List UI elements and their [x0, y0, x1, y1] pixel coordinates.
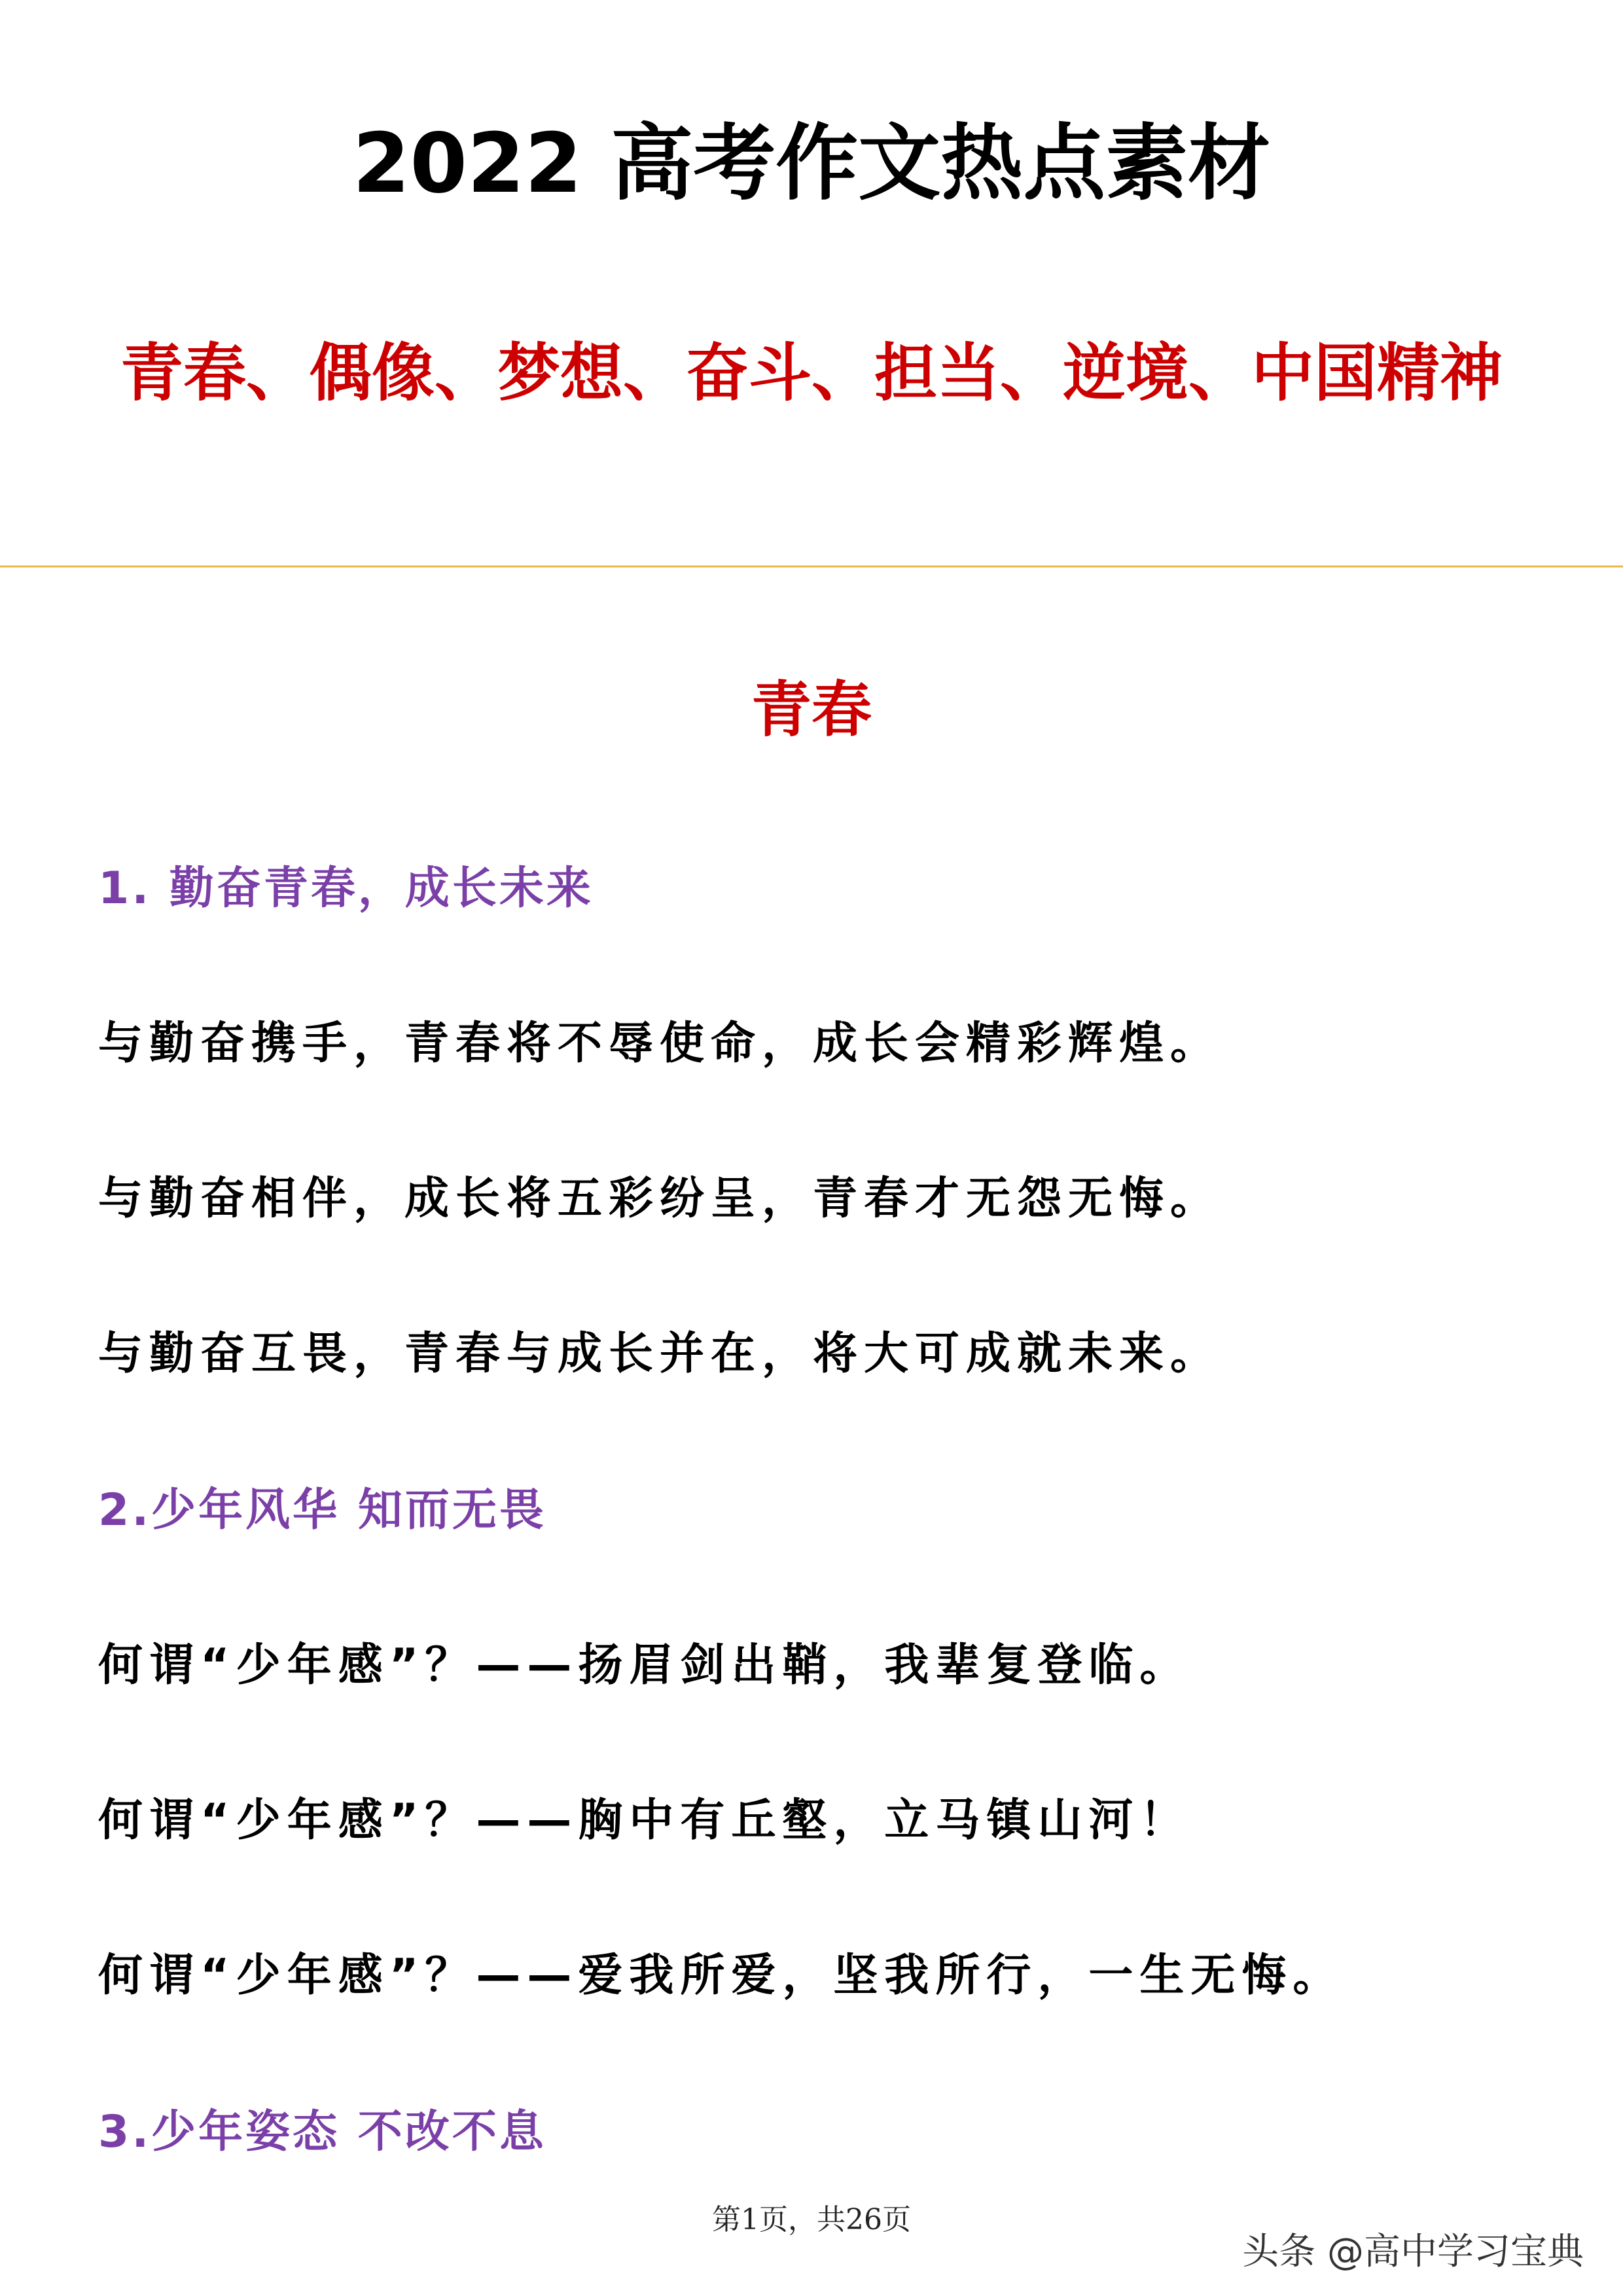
- item-heading-2: 2.少年风华 知而无畏: [98, 1484, 546, 1536]
- page-number: 第1页，共26页: [712, 2203, 911, 2236]
- divider-line: [0, 565, 1623, 567]
- item-heading-1: 1. 勤奋青春，成长未来: [98, 863, 594, 914]
- body-line: 与勤奋携手，青春将不辱使命，成长会精彩辉煌。: [98, 1018, 1222, 1069]
- section-heading: 青春: [751, 675, 872, 745]
- watermark: 头条 @高中学习宝典: [1242, 2231, 1584, 2273]
- body-line: 何谓“少年感”？——胸中有丘壑，立马镇山河！: [98, 1795, 1191, 1846]
- body-line: 何谓“少年感”？——爱我所爱，坚我所行，一生无悔。: [98, 1950, 1344, 2001]
- body-line: 何谓“少年感”？——扬眉剑出鞘，我辈复登临。: [98, 1640, 1191, 1691]
- body-line: 与勤奋相伴，成长将五彩纷呈，青春才无怨无悔。: [98, 1173, 1222, 1225]
- item-heading-3: 3.少年姿态 不改不息: [98, 2106, 546, 2158]
- body-line: 与勤奋互畏，青春与成长并在，将大可成就未来。: [98, 1328, 1222, 1380]
- document-subtitle: 青春、偶像、梦想、奋斗、担当、逆境、中国精神: [120, 336, 1503, 410]
- document-title: 2022 高考作文热点素材: [352, 115, 1271, 211]
